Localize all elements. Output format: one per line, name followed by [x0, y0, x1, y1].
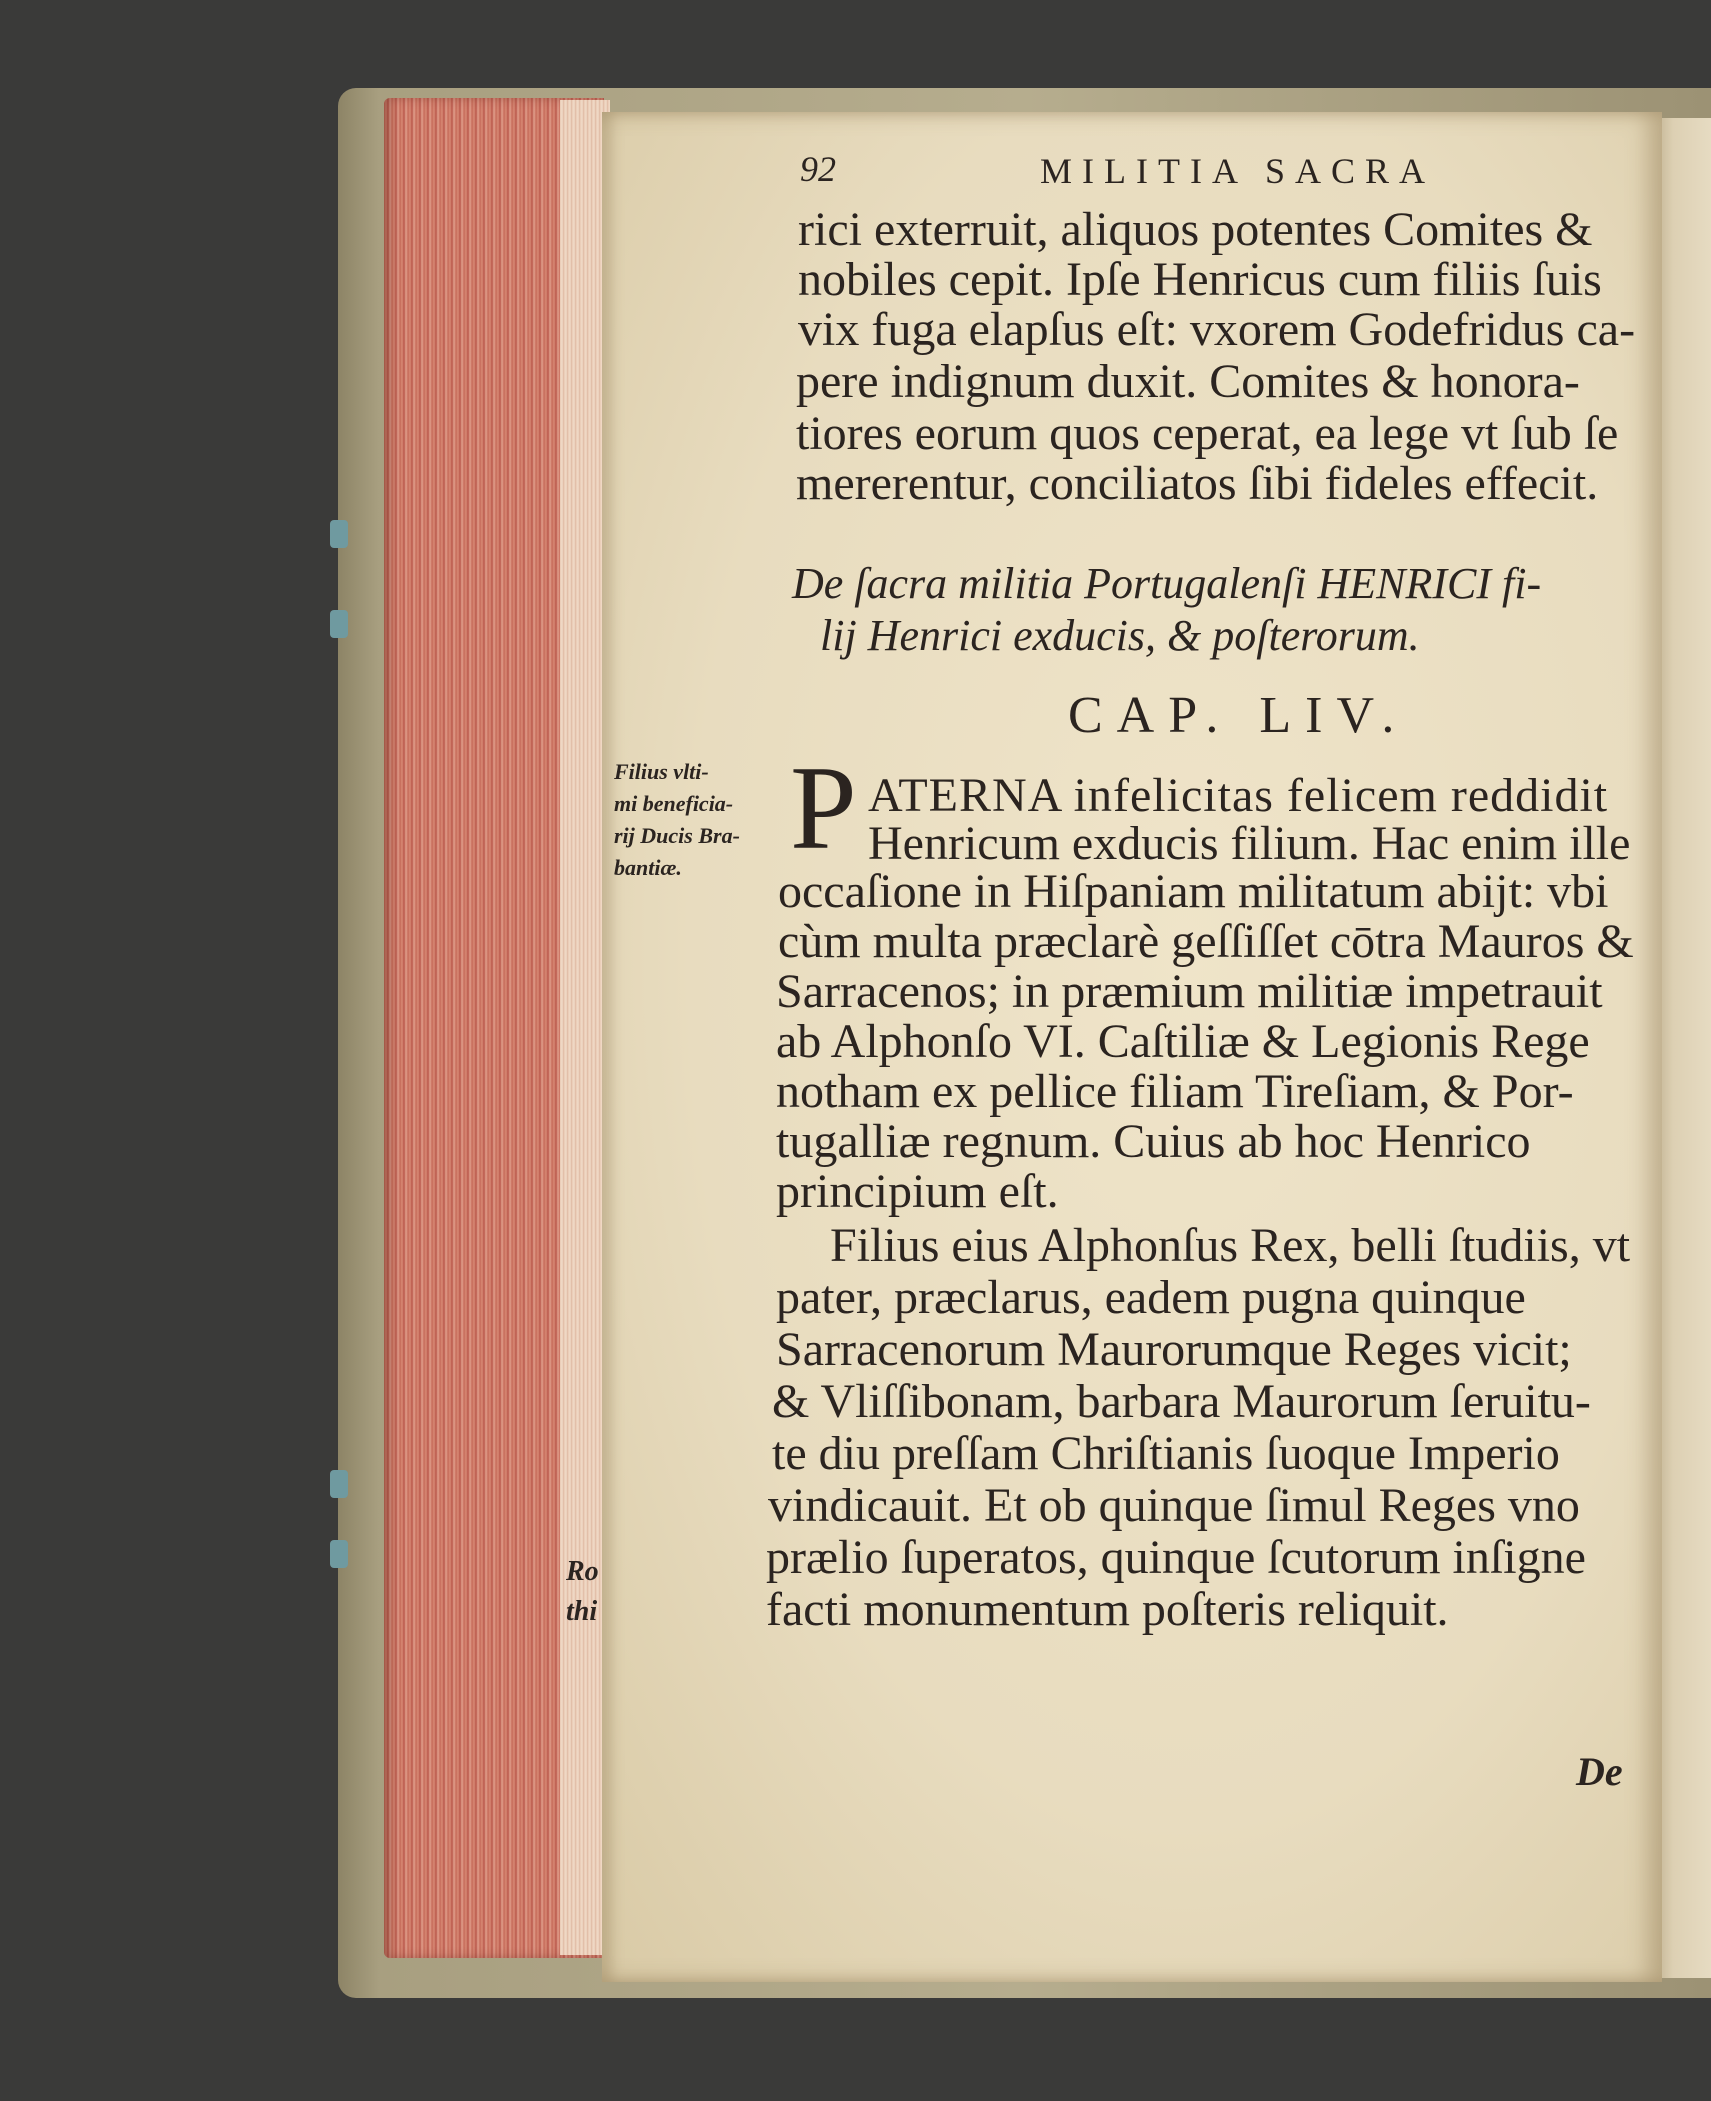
- text-line: vix fuga elapſus eſt: vxorem Godefridus ca-: [798, 303, 1636, 356]
- text-line: tugalliæ regnum. Cuius ab hoc Henrico: [776, 1115, 1531, 1168]
- text-line: Henricum exducis filium. Hac enim ille: [868, 817, 1631, 870]
- text-line: principium eſt.: [776, 1165, 1059, 1218]
- text-line: vindicauit. Et ob quinque ſimul Reges vno: [768, 1479, 1580, 1532]
- clasp-tie: [330, 1470, 348, 1498]
- gutter-fragment: thi: [566, 1596, 598, 1627]
- text-line: pere indignum duxit. Comites & honora-: [796, 355, 1580, 408]
- running-title: MILITIA SACRA: [1040, 151, 1436, 191]
- margin-note-line: bantiæ.: [614, 855, 682, 880]
- margin-note-line: Filius vlti-: [614, 759, 709, 784]
- section-heading-line: lij Henrici exducis, & poſterorum.: [820, 611, 1420, 660]
- text-line: ATERNA infelicitas felicem reddidit: [868, 769, 1609, 822]
- drop-cap: P: [790, 741, 857, 874]
- text-line: pater, præclarus, eadem pugna quinque: [776, 1271, 1526, 1324]
- gutter-fragment: Ro: [566, 1556, 599, 1587]
- text-line: Sarracenos; in præmium militiæ impetrauit: [776, 965, 1603, 1018]
- margin-note-line: rij Ducis Bra-: [614, 823, 740, 848]
- text-line: ab Alphonſo VI. Caſtiliæ & Legionis Rege: [776, 1015, 1590, 1068]
- text-line: Sarracenorum Maurorumque Reges vicit;: [776, 1323, 1572, 1376]
- text-line: mererentur, conciliatos ſibi fideles effecit.: [796, 457, 1599, 510]
- page-number: 92: [800, 149, 836, 189]
- text-line: nobiles cepit. Ipſe Henricus cum filiis ſuis: [798, 253, 1602, 306]
- clasp-tie: [330, 520, 348, 548]
- chapter-heading: CAP. LIV.: [1068, 687, 1409, 744]
- catchword: De: [1576, 1749, 1623, 1794]
- text-line: & Vliſſibonam, barbara Maurorum ſeruitu-: [772, 1375, 1591, 1428]
- text-line: rici exterruit, aliquos potentes Comites &: [798, 203, 1593, 256]
- text-line: facti monumentum poſteris reliquit.: [766, 1583, 1449, 1636]
- clasp-tie: [330, 1540, 348, 1568]
- text-line: Filius eius Alphonſus Rex, belli ſtudiis, vt: [830, 1219, 1631, 1272]
- text-line: occaſione in Hiſpaniam militatum abijt: vbi: [778, 865, 1609, 918]
- text-line: notham ex pellice filiam Tireſiam, & Por-: [776, 1065, 1574, 1118]
- margin-note-line: mi beneficia-: [614, 791, 734, 816]
- text-line: cùm multa præclarè geſſiſſet cōtra Mauros &: [778, 915, 1634, 968]
- text-line: te diu preſſam Chriſtianis ſuoque Imperio: [772, 1427, 1560, 1480]
- clasp-tie: [330, 610, 348, 638]
- text-line: prælio ſuperatos, quinque ſcutorum inſigne: [766, 1531, 1586, 1584]
- text-line: tiores eorum quos ceperat, ea lege vt ſub ſe: [796, 407, 1619, 460]
- section-heading-line: De ſacra militia Portugalenſi HENRICI fi-: [792, 559, 1542, 608]
